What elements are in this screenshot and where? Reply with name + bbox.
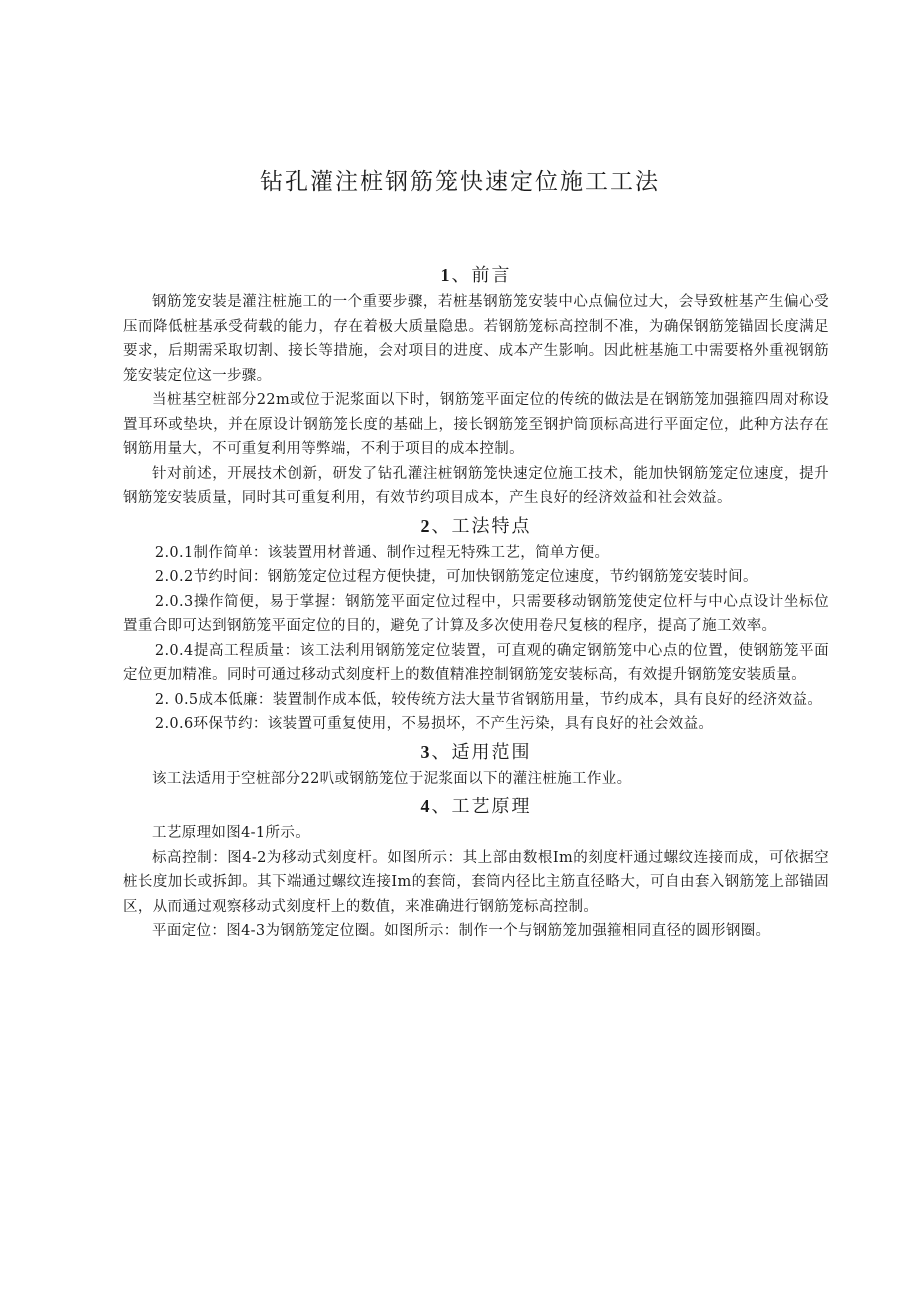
section-heading <box>123 791 829 821</box>
paragraph: 该工法适用于空桩部分22叭或钢筋笼位于泥浆面以下的灌注桩施工作业。 <box>152 770 632 787</box>
feature-item: 2.0.2节约时间：钢筋笼定位过程方便快捷，可加快钢筋笼定位速度，节约钢筋笼安装时间。 <box>154 569 758 585</box>
section-number: 1 <box>440 265 452 285</box>
section-heading <box>123 737 829 767</box>
paragraph: 工艺原理如图4-1所示。 <box>152 825 311 841</box>
section-title: 、适用范围 <box>431 741 532 763</box>
paragraph: 标高控制：图4-2为移动式刻度杆。如图所示：其上部由数根Im的刻度杆通过螺纹连接而成，可依据空桩长度加长或拆卸。其下端通过螺纹连接Im的套筒，套筒内径比主筋直径略大，可自由套入钢筋笼上部锚固区，从而通过观察移动式刻度杆上的数值，来准确进行钢筋笼标高控制。 <box>123 849 829 915</box>
paragraph: 平面定位：图4-3为钢筋笼定位圈。如图所示：制作一个与钢筋笼加强箍相同直径的圆形钢圈。 <box>152 923 771 939</box>
feature-item: 2. 0.5成本低廉：装置制作成本低，较传统方法大量节省钢筋用量，节约成本，具有良好的经济效益。 <box>154 691 823 708</box>
feature-item: 2.0.1制作简单：该装置用材普通、制作过程无特殊工艺，简单方便。 <box>154 544 610 561</box>
paragraph: 钢筋笼安装是灌注桩施工的一个重要步骤，若桩基钢筋笼安装中心点偏位过大，会导致桩基产生偏心受压而降低桩基承受荷载的能力，存在着极大质量隐患。若钢筋笼标高控制不准，为确保钢筋笼锚固长度满足要求，后期需采取切割、接长等措施，会对项目的进度、成本产生影响。因此桩基施工中需要格外重视钢筋笼安装定位这一步骤。 <box>123 294 829 384</box>
paragraph: 针对前述，开展技术创新，研发了钻孔灌注桩钢筋笼快速定位施工技术，能加快钢筋笼定位速度，提升钢筋笼安装质量，同时其可重复利用，有效节约项目成本，产生良好的经济效益和社会效益。 <box>123 465 829 506</box>
section-number: 3 <box>420 741 432 762</box>
section-number: 4 <box>420 796 432 816</box>
section-number: 2 <box>420 515 432 536</box>
feature-item: 2.0.3操作简便，易于掌握：钢筋笼平面定位过程中，只需要移动钢筋笼使定位杆与中心点设计坐标位置重合即可达到钢筋笼平面定位的目的，避免了计算及多次使用卷尺复核的程序，提高了施工效率。 <box>123 593 829 634</box>
document-body <box>123 260 829 944</box>
paragraph: 当桩基空桩部分22m或位于泥浆面以下时，钢筋笼平面定位的传统的做法是在钢筋笼加强箍四周对称设置耳环或垫块，并在原设计钢筋笼长度的基础上，接长钢筋笼至钢护筒顶标高进行平面定位，此种方法存在钢筋用量大，不可重复利用等弊端，不利于项目的成本控制。 <box>123 392 829 457</box>
section-title: 、前言 <box>451 265 512 286</box>
section-title: 、工艺原理 <box>431 796 532 817</box>
feature-item: 2.0.4提高工程质量：该工法利用钢筋笼定位装置，可直观的确定钢筋笼中心点的位置，使钢筋笼平面定位更加精准。同时可通过移动式刻度杆上的数值精准控制钢筋笼安装标高，有效提升钢筋笼安装质量。 <box>123 642 829 683</box>
section-title: 、工法特点 <box>431 515 532 537</box>
section-heading <box>123 260 829 290</box>
document-title: 钻孔灌注桩钢筋笼快速定位施工工法 <box>260 169 660 195</box>
section-heading <box>123 511 829 541</box>
feature-item: 2.0.6环保节约：该装置可重复使用，不易损坏，不产生污染，具有良好的社会效益。 <box>154 716 714 732</box>
